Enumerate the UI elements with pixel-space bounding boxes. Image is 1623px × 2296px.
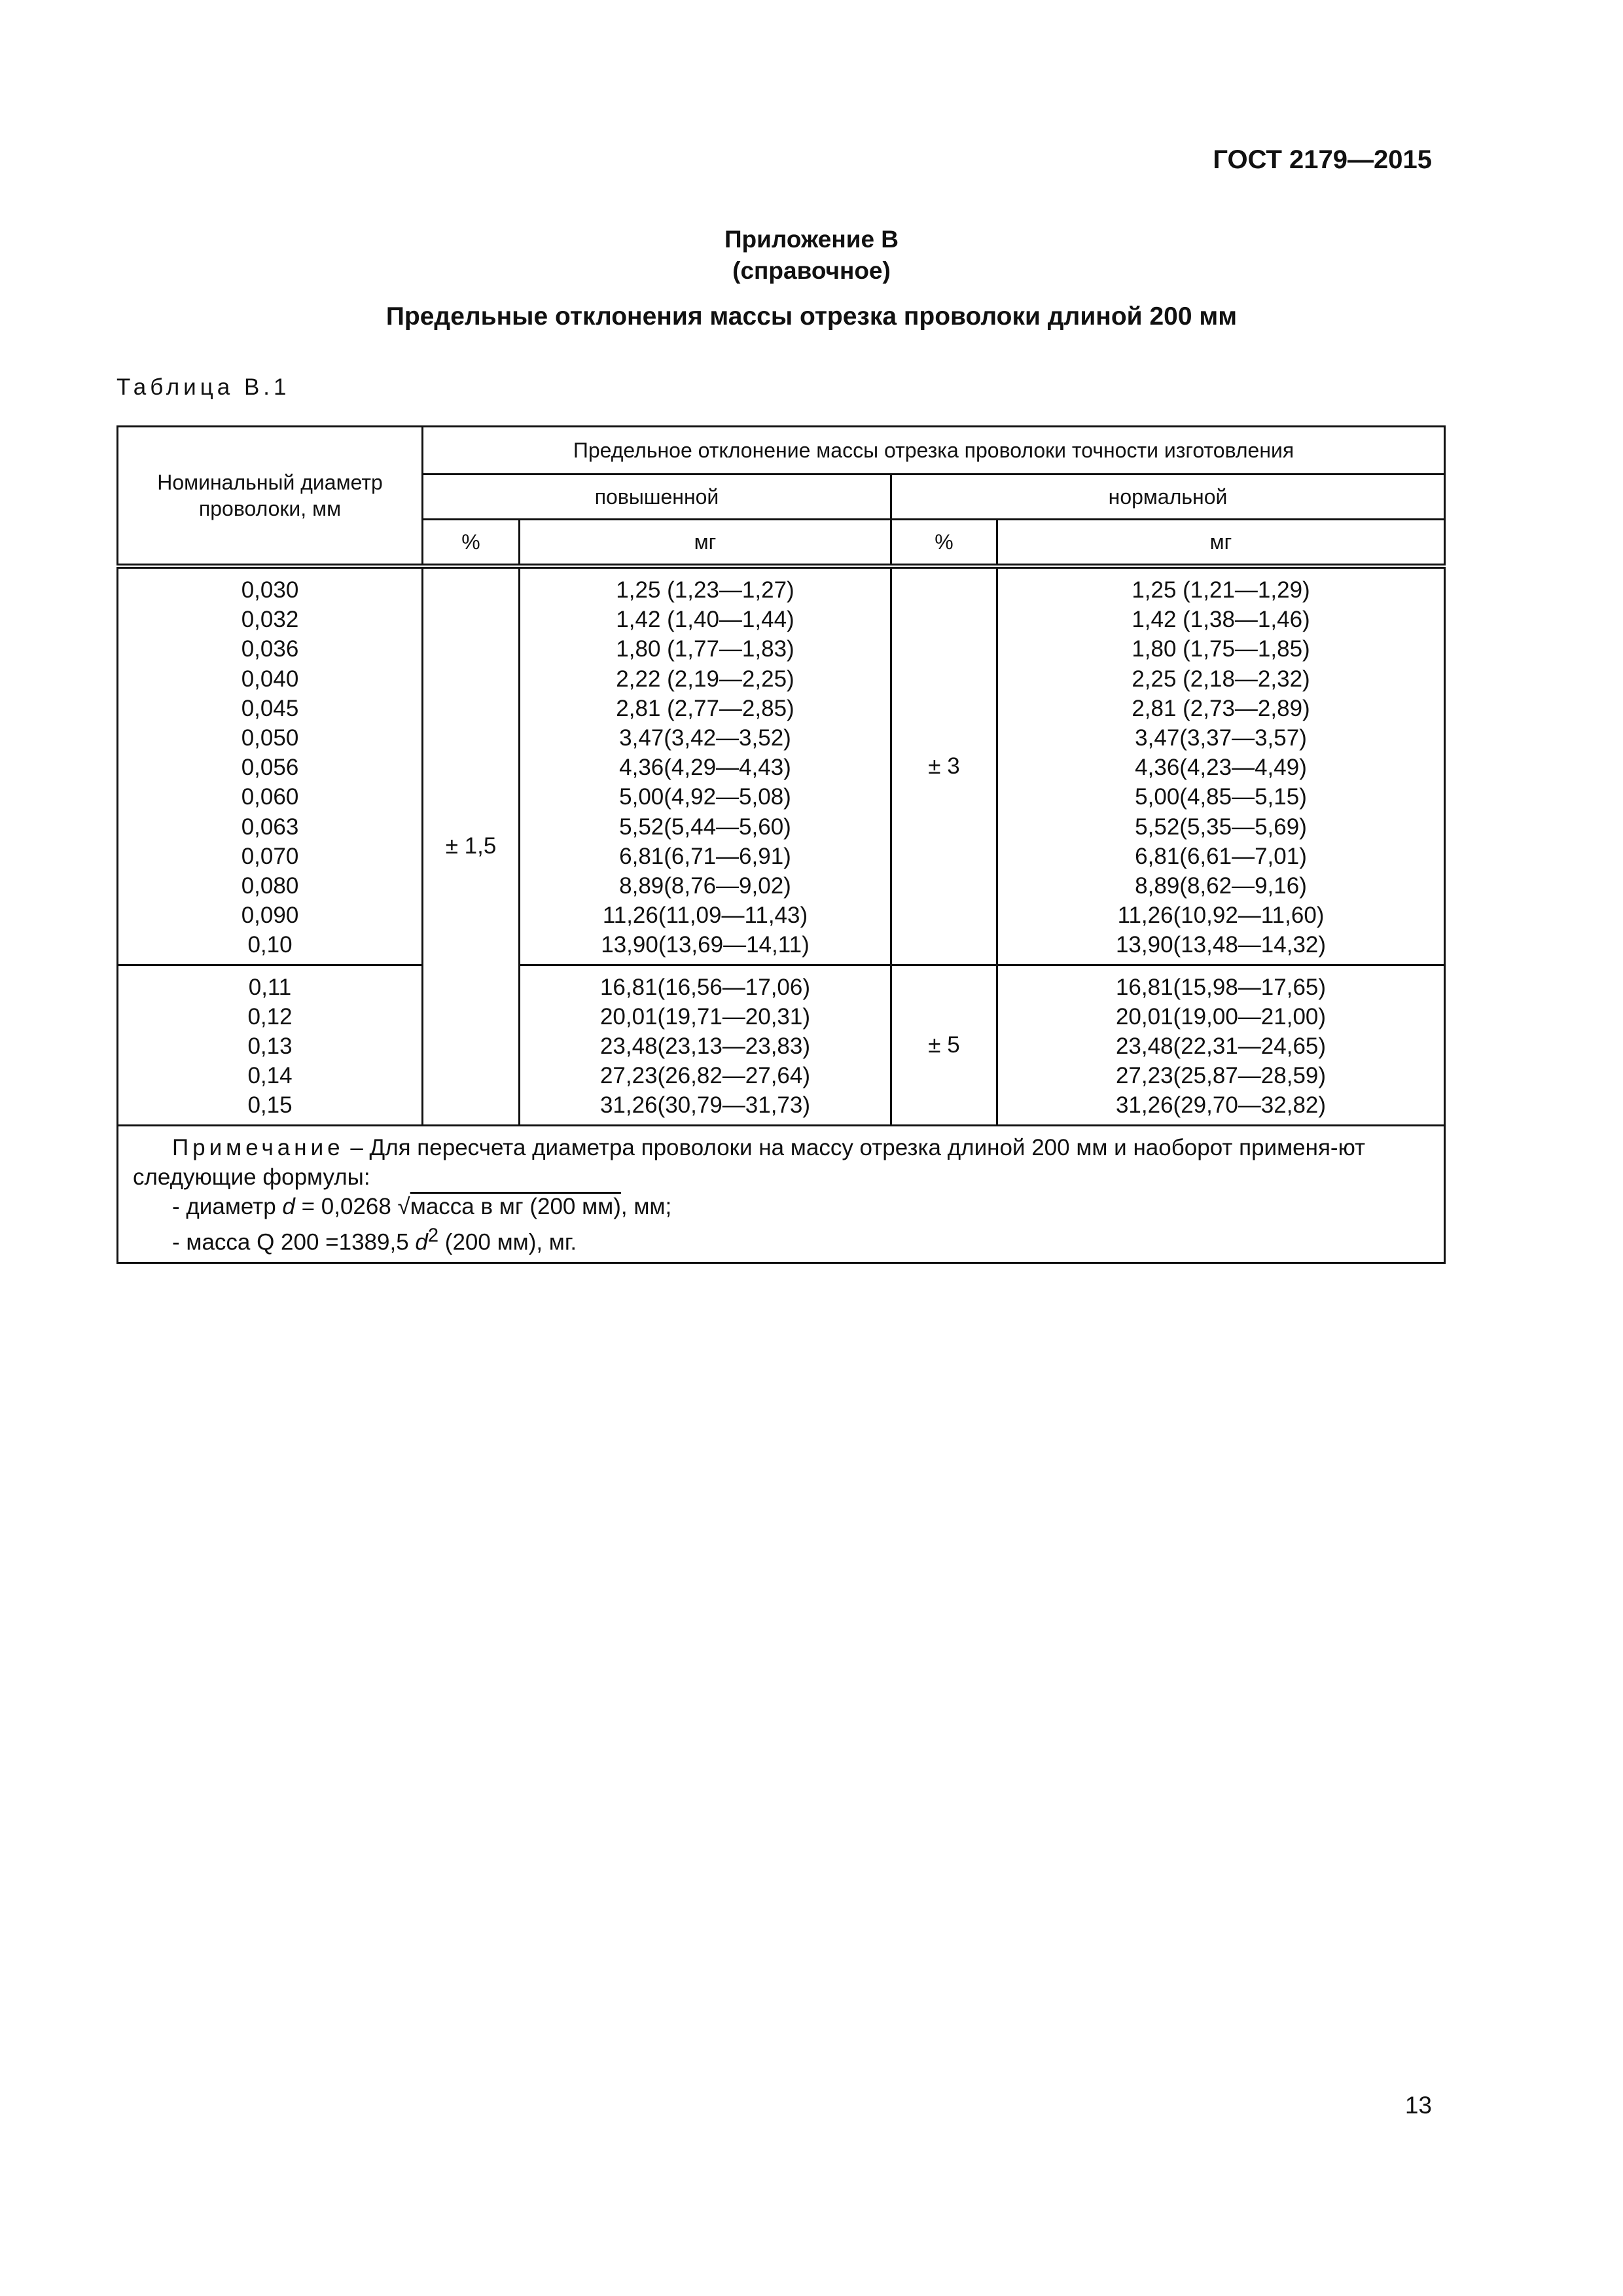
table-cell-value: 2,81 (2,73—2,89) — [1132, 695, 1310, 721]
table-cell-value: 20,01(19,71—20,31) — [599, 1003, 811, 1030]
table-cell-value: 1,42 (1,40—1,44) — [616, 607, 794, 633]
header-group: Предельное отклонение массы отрезка проволоки точности изготовления — [423, 427, 1445, 475]
table-cell-value: 1,80 (1,77—1,83) — [616, 636, 794, 662]
table-cell-value: 0,15 — [247, 1092, 293, 1119]
table-note — [118, 1125, 1445, 1263]
note-label: Примечание — [172, 1134, 344, 1160]
standard-designation: ГОСТ 2179—2015 — [1213, 145, 1432, 174]
table-cell-value: 0,036 — [241, 636, 299, 662]
table-cell-value: 23,48(22,31—24,65) — [1115, 1033, 1327, 1060]
table-cell-value: 1,25 (1,21—1,29) — [1132, 577, 1310, 603]
table-cell-value: 16,81(15,98—17,65) — [1115, 974, 1327, 1000]
table-cell-value: 0,070 — [241, 843, 299, 869]
high-mg-cell — [520, 566, 891, 965]
normal-pct-cell: ± 3 — [891, 566, 997, 965]
header-high-pct: % — [423, 520, 520, 567]
page-number: 13 — [1404, 2092, 1432, 2119]
table-cell-value: 0,11 — [248, 974, 292, 1000]
header-normal-precision: нормальной — [891, 475, 1445, 520]
table-cell-value: 2,22 (2,19—2,25) — [616, 666, 794, 692]
table-note-row — [118, 1125, 1445, 1263]
header-normal-mg: мг — [997, 520, 1445, 567]
formula-mass: - масса Q 200 =1389,5 $d^2$ (200 мм), мг. — [172, 1225, 577, 1255]
table-cell-value: 0,14 — [247, 1063, 293, 1089]
deviation-table — [116, 425, 1446, 1264]
table-cell-value: 31,26(30,79—31,73) — [599, 1092, 811, 1119]
table-cell-value: 6,81(6,71—6,91) — [619, 843, 791, 869]
diameter-cell — [118, 566, 423, 965]
normal-mg-cell — [997, 566, 1445, 965]
table-cell-value: 1,25 (1,23—1,27) — [616, 577, 794, 603]
normal-mg-cell — [997, 965, 1445, 1125]
page-title: Предельные отклонения массы отрезка проволоки длиной 200 мм — [385, 302, 1238, 331]
table-row-group-2 — [118, 965, 1445, 1125]
table-cell-value: 4,36(4,29—4,43) — [619, 755, 791, 781]
table-label: Таблица В.1 — [116, 374, 291, 400]
table-cell-value: 0,050 — [241, 725, 299, 751]
table-cell-value: 16,81(16,56—17,06) — [599, 974, 811, 1000]
table-cell-value: 0,060 — [241, 784, 299, 810]
table-cell-value: 5,52(5,35—5,69) — [1135, 814, 1307, 840]
header-high-precision: повышенной — [423, 475, 891, 520]
table-cell-value: 5,00(4,85—5,15) — [1135, 784, 1307, 810]
table-cell-value: 8,89(8,76—9,02) — [619, 873, 791, 899]
table-cell-value: 11,26(11,09—11,43) — [602, 903, 808, 929]
annex-title: Приложение В — [724, 226, 899, 253]
table-cell-value: 31,26(29,70—32,82) — [1115, 1092, 1327, 1119]
table-cell-value: 0,032 — [241, 607, 299, 633]
table-cell-value: 13,90(13,48—14,32) — [1115, 932, 1327, 958]
table-cell-value: 8,89(8,62—9,16) — [1135, 873, 1307, 899]
table-cell-value: 4,36(4,23—4,49) — [1135, 755, 1307, 781]
table-cell-value: 0,040 — [241, 666, 299, 692]
annex-heading — [0, 224, 1623, 287]
table-cell-value: 23,48(23,13—23,83) — [599, 1033, 811, 1060]
table-cell-value: 11,26(10,92—11,60) — [1117, 903, 1325, 929]
table-cell-value: 0,056 — [241, 755, 299, 781]
normal-pct-cell: ± 5 — [891, 965, 997, 1125]
table-cell-value: 1,42 (1,38—1,46) — [1132, 607, 1310, 633]
high-mg-cell — [520, 965, 891, 1125]
diameter-cell — [118, 965, 423, 1125]
table-cell-value: 27,23(25,87—28,59) — [1115, 1063, 1327, 1089]
annex-status: (справочное) — [732, 257, 891, 284]
table-cell-value: 0,090 — [241, 903, 299, 929]
header-diameter: Номинальный диаметр проволоки, мм — [118, 427, 423, 567]
table-cell-value: 0,12 — [247, 1003, 293, 1030]
table-cell-value: 3,47(3,37—3,57) — [1135, 725, 1307, 751]
table-cell-value: 13,90(13,69—14,11) — [601, 932, 810, 958]
note-text: – Для пересчета диаметра проволоки на массу отрезка длиной 200 мм и наоборот применя-ют следующие формулы: — [133, 1134, 1366, 1190]
table-cell-value: 1,80 (1,75—1,85) — [1132, 636, 1310, 662]
table-cell-value: 6,81(6,61—7,01) — [1135, 843, 1307, 869]
table-cell-value: 0,045 — [241, 695, 299, 721]
table-cell-value: 0,030 — [241, 577, 299, 603]
header-high-mg: мг — [520, 520, 891, 567]
table-cell-value: 20,01(19,00—21,00) — [1115, 1003, 1327, 1030]
high-pct-cell: ± 1,5 — [423, 566, 520, 1125]
table-cell-value: 5,00(4,92—5,08) — [619, 784, 791, 810]
table-cell-value: 27,23(26,82—27,64) — [599, 1063, 811, 1089]
formula-diameter: - диаметр d = 0,0268 √масса в мг (200 мм), мм; — [172, 1193, 672, 1219]
table-cell-value: 0,10 — [247, 932, 293, 958]
table-cell-value: 2,81 (2,77—2,85) — [616, 695, 794, 721]
header-normal-pct: % — [891, 520, 997, 567]
table-cell-value: 2,25 (2,18—2,32) — [1132, 666, 1310, 692]
table-cell-value: 0,063 — [241, 814, 299, 840]
table-row-group-1 — [118, 566, 1445, 965]
table-cell-value: 3,47(3,42—3,52) — [619, 725, 791, 751]
table-cell-value: 0,13 — [247, 1033, 293, 1060]
table-cell-value: 5,52(5,44—5,60) — [619, 814, 791, 840]
table-cell-value: 0,080 — [241, 873, 299, 899]
